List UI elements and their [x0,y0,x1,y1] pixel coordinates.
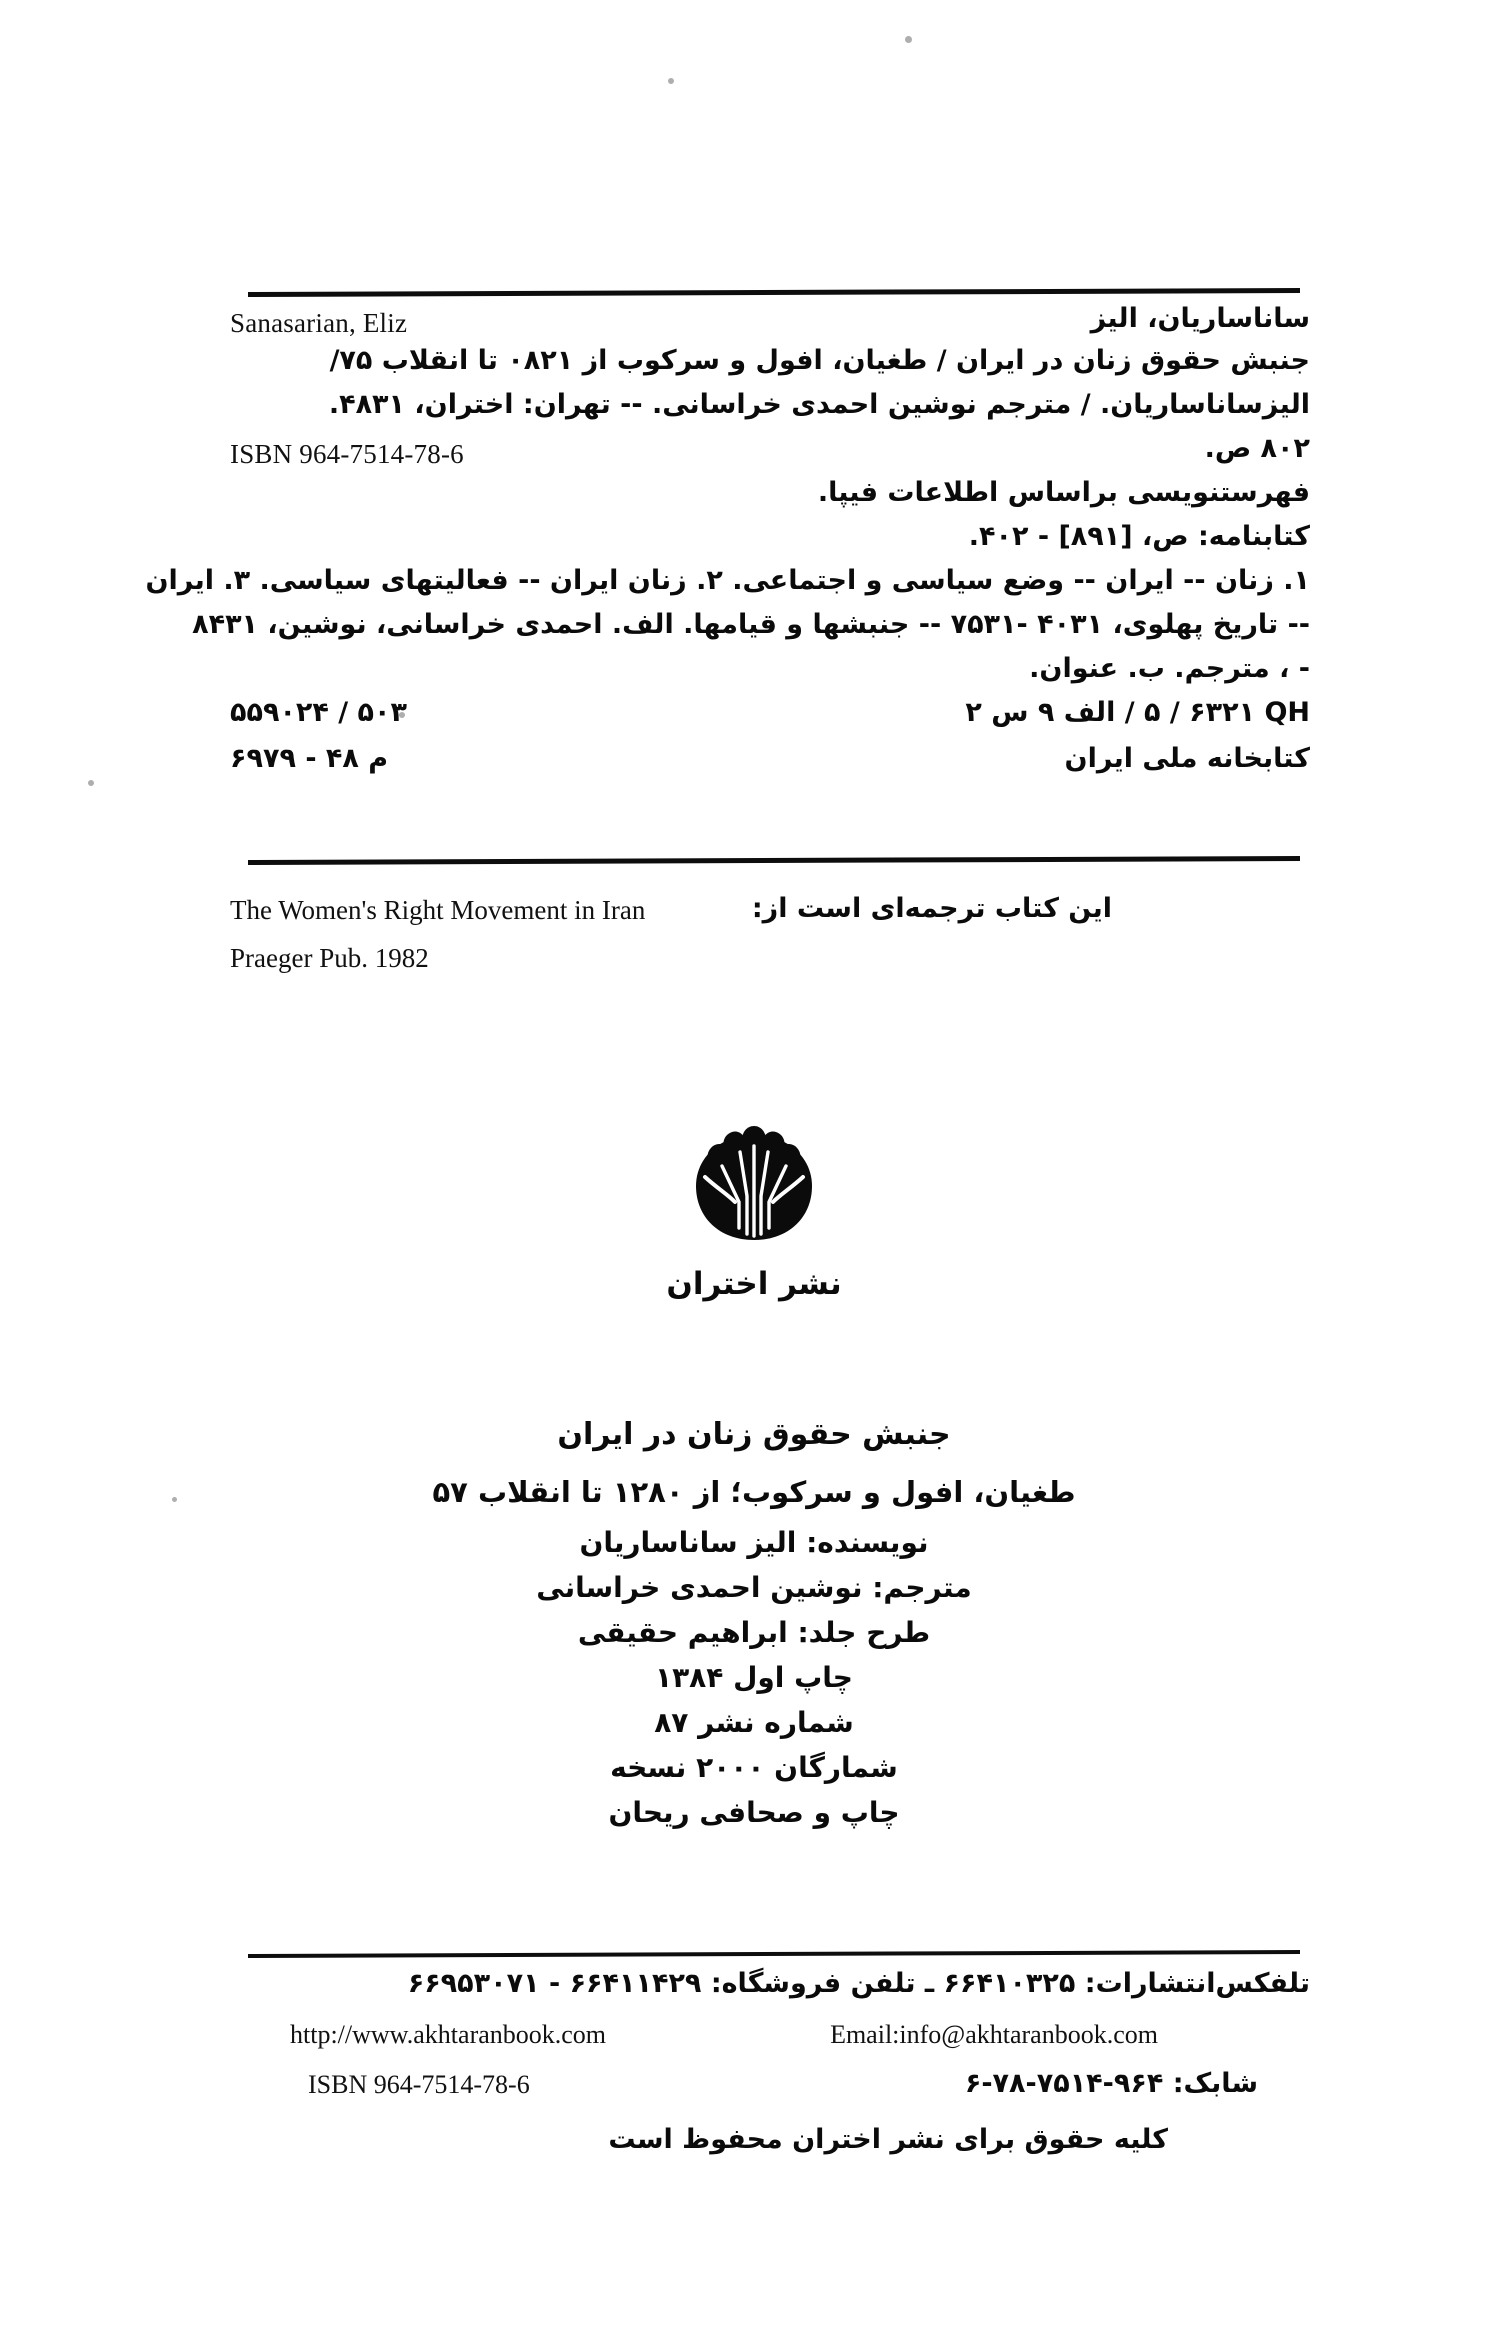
cip-subjects-line-2: -- تاریخ پهلوی، ۱۳۰۴ -۱۳۵۷ -- جنبشها و قیامها. الف. احمدی خراسانی، نوشین، ۱۳۴۸ [192,609,1310,640]
colophon-printer: چاپ و صحافی ریحان [608,1796,900,1829]
cip-title-line: جنبش حقوق زنان در ایران / طغیان، افول و سرکوب از ۱۲۸۰ تا انقلاب ۵۷/ [329,345,1310,376]
original-title: The Women's Right Movement in Iran [230,895,646,925]
cip-cataloging-note: فهرستنویسی براساس اطلاعات فیپا. [817,477,1310,508]
cip-subjects-line-1: ۱. زنان -- ایران -- وضع سیاسی و اجتماعی. ۲. زنان ایران -- فعالیتهای سیاسی. ۳. ایران [145,565,1310,596]
colophon-print-run: شمارگان ۲۰۰۰ نسخه [610,1751,898,1784]
cip-subjects-line-3: - ، مترجم. ب. عنوان. [1029,653,1310,684]
cip-isbn-extent-row [230,435,1310,479]
cip-top-rule [248,288,1300,297]
colophon-title: جنبش حقوق زنان در ایران [557,1417,951,1452]
cip-author-row [230,305,1310,347]
scan-speck [88,780,94,786]
cip-subjects-row-3 [230,655,1310,699]
cip-block [145,303,1310,791]
colophon-edition: چاپ اول ۱۳۸۴ [655,1661,853,1694]
cip-isbn-latin: ISBN 964-7514-78-6 [230,439,464,469]
cip-bibliography-note: کتابنامه: ص، [۱۹۸] - ۲۰۴. [968,521,1310,552]
cip-statement-of-responsibility: الیزساناساریان. / مترجم نوشین احمدی خراسانی. -- تهران: اختران، ۱۳۸۴. [328,389,1310,420]
cip-cataloging-note-row [230,479,1310,523]
cip-bibliography-note-row [230,523,1310,567]
scan-speck [905,36,912,43]
colophon-block [0,1417,1508,1829]
cip-bottom-rule [248,856,1300,865]
colophon-translator: مترجم: نوشین احمدی خراسانی [536,1571,972,1604]
cip-national-bibliography-number: م ۸۴ - ۹۷۹۶ [230,743,389,774]
footer-isbn-persian: شابک: ۹۶۴-۷۵۱۴-۷۸-۶ [964,2068,1258,2099]
colophon-subtitle: طغیان، افول و سرکوب؛ از ۱۲۸۰ تا انقلاب ۵۷ [432,1475,1076,1509]
colophon-publication-number: شماره نشر ۸۷ [654,1706,854,1739]
footer-website[interactable]: http://www.akhtaranbook.com [290,2020,607,2049]
publisher-name: نشر اختران [666,1266,842,1302]
original-publisher: Praeger Pub. 1982 [230,943,429,973]
cip-extent: ۲۰۸ ص. [1204,433,1310,464]
scan-speck [668,78,674,84]
cip-call-number-lc: HQ ۱۲۳۶ / ۵ / الف ۹ س ۲ [965,697,1310,728]
footer-copyright: کلیه حقوق برای نشر اختران محفوظ است [608,2124,1168,2155]
footer-email[interactable]: Email:info@akhtaranbook.com [830,2020,1158,2049]
cip-national-library-label: کتابخانه ملی ایران [1064,743,1310,774]
publisher-logo-block [0,1122,1508,1302]
akhtaran-fan-medallion-logo-icon [689,1122,819,1242]
cip-national-library-row [230,745,1310,791]
cip-dewey-number: ۳۰۵ / ۴۲۰۹۵۵ [230,697,407,728]
colophon-author: نویسنده: الیز ساناساریان [579,1526,929,1559]
colophon-cover-designer: طرح جلد: ابراهیم حقیقی [577,1616,931,1649]
cip-subjects-row-2 [192,609,1310,655]
footer-top-rule [248,1950,1300,1958]
cip-classification-row [230,699,1310,745]
cip-author-latin: Sanasarian, Eliz [230,308,408,338]
cip-title-row [230,347,1310,391]
footer-isbn-latin: ISBN 964-7514-78-6 [308,2070,530,2099]
cip-author-persian: ساناساریان، الیز [1090,303,1310,334]
translation-of-label: این کتاب ترجمه‌ای است از: [751,893,1112,924]
cip-subjects-row-1 [145,565,1310,611]
footer-phones: تلفکس‌انتشارات: ۶۶۴۱۰۳۲۵ ـ تلفن فروشگاه: ۶۶۴۱۱۴۲۹ - ۶۶۹۵۳۰۷۱ [407,1968,1310,1999]
footer-block [230,1968,1310,2170]
cip-responsibility-row [230,391,1310,435]
translation-of-block [230,895,1310,987]
